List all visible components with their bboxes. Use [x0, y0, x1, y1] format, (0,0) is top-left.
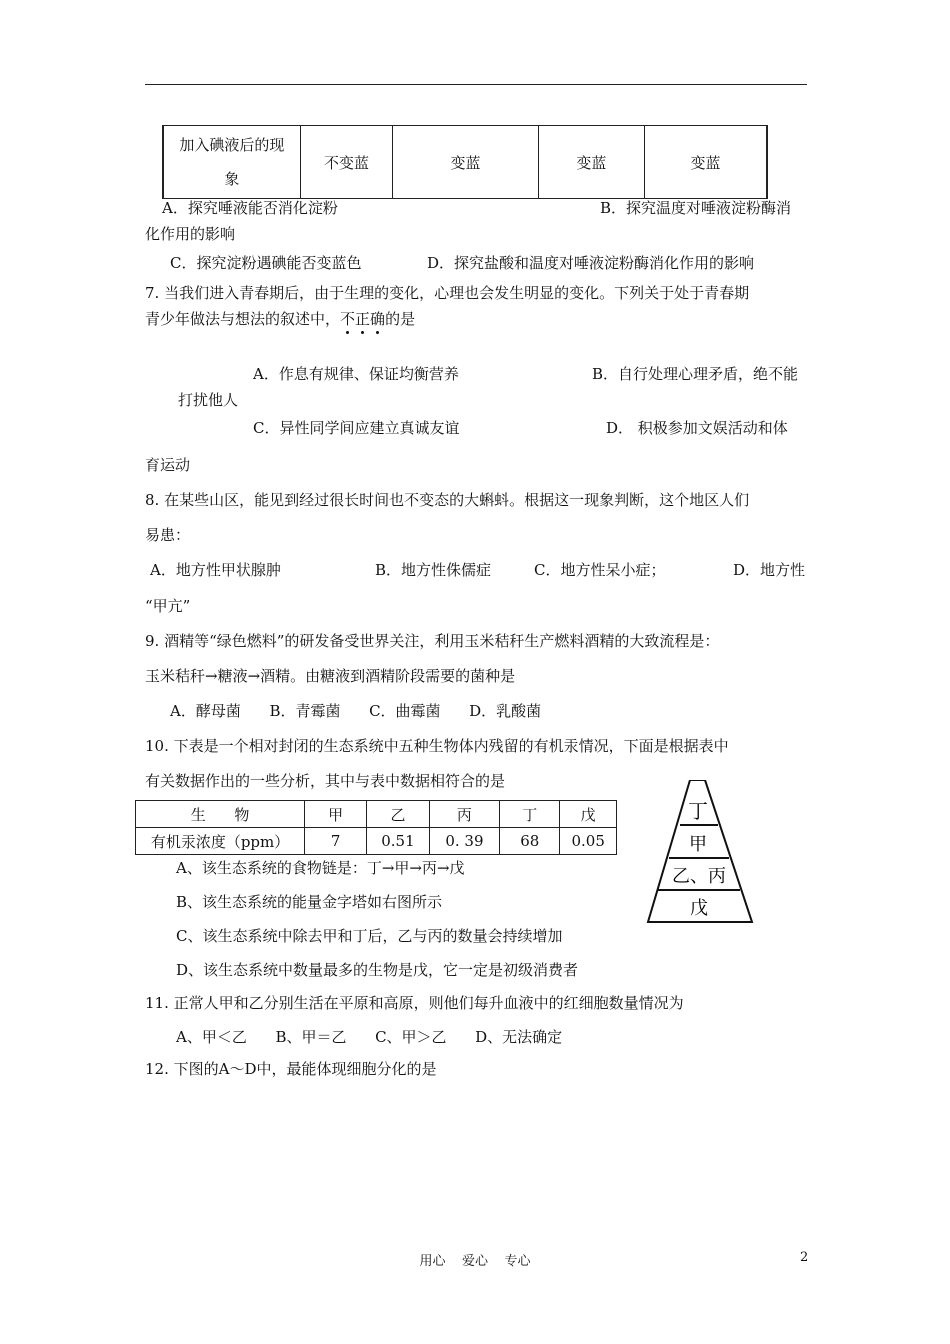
q7-stem-text: 的是	[385, 310, 416, 328]
emph-char: 确	[370, 310, 386, 328]
q8-option-b: B．地方性侏儒症	[375, 561, 492, 579]
q10-option-b: B、该生态系统的能量金字塔如右图所示	[176, 893, 443, 911]
table-header-cell: 丁	[500, 801, 560, 828]
q11-options: A、甲＜乙 B、甲＝乙 C、甲＞乙 D、无法确定	[176, 1028, 563, 1046]
table-cell: 7	[305, 828, 367, 855]
iodine-result-table	[162, 125, 768, 199]
emph-char: 正	[355, 310, 371, 328]
q6-option-b: B．探究温度对唾液淀粉酶消	[600, 199, 792, 217]
q8-option-c: C．地方性呆小症；	[534, 561, 666, 579]
q12-stem: 12. 下图的A～D中，最能体现细胞分化的是	[145, 1060, 437, 1078]
table-cell: 0.05	[560, 828, 617, 855]
q10-option-c: C、该生态系统中除去甲和丁后，乙与丙的数量会持续增加	[176, 927, 563, 945]
q9-stem-line1: 9. 酒精等“绿色燃料”的研发备受世界关注，利用玉米秸秆生产燃料酒精的大致流程是：	[145, 632, 720, 650]
header-rule	[145, 84, 807, 85]
q8-option-d-cont: “甲亢”	[145, 597, 191, 615]
q6-option-b-cont: 化作用的影响	[145, 225, 236, 243]
q7-stem-text: 青少年做法与想法的叙述中，	[145, 310, 341, 328]
table-header-cell: 甲	[305, 801, 367, 828]
pyramid-level-label: 戊	[690, 898, 708, 919]
q9-stem-line2: 玉米秸秆→糖液→酒精。由糖液到酒精阶段需要的菌种是	[145, 667, 516, 685]
table-header-cell: 丙	[429, 801, 499, 828]
q8-stem-line1: 8. 在某些山区，能见到经过很长时间也不变态的大蝌蚪。根据这一现象判断，这个地区人们	[145, 491, 750, 509]
q7-option-c: C．异性同学间应建立真诚友谊	[253, 419, 460, 437]
q8-stem-line2: 易患：	[145, 526, 191, 544]
table-cell: 变蓝	[393, 126, 539, 199]
mercury-concentration-table	[135, 800, 617, 855]
q7-option-b-cont: 打扰他人	[178, 391, 239, 409]
cell-text: 象	[224, 170, 240, 188]
q7-option-d-cont: 育运动	[145, 456, 191, 474]
q6-option-c: C．探究淀粉遇碘能否变蓝色	[170, 254, 362, 272]
table-cell	[163, 126, 300, 199]
table-cell: 不变蓝	[300, 126, 392, 199]
table-header-cell: 生 物	[136, 801, 305, 828]
table-top-mask	[162, 124, 768, 125]
table-cell: 68	[500, 828, 560, 855]
q10-stem-line1: 10. 下表是一个相对封闭的生态系统中五种生物体内残留的有机汞情况，下面是根据表中	[145, 737, 729, 755]
table-cell: 变蓝	[538, 126, 644, 199]
table-cell: 0. 39	[429, 828, 499, 855]
table-header-cell: 戊	[560, 801, 617, 828]
q7-emphasis	[340, 310, 385, 328]
q9-options: A．酵母菌 B．青霉菌 C．曲霉菌 D．乳酸菌	[170, 702, 542, 720]
table-header-cell: 乙	[367, 801, 429, 828]
page-footer: 用心 爱心 专心	[419, 1254, 531, 1269]
energy-pyramid-diagram	[645, 780, 757, 926]
q10-option-a: A、该生态系统的食物链是：丁→甲→丙→戊	[176, 859, 465, 877]
q8-option-a: A．地方性甲状腺肿	[150, 561, 281, 579]
q6-option-a: A．探究唾液能否消化淀粉	[162, 199, 338, 217]
q7-stem-line2	[145, 309, 415, 329]
q7-option-d: D． 积极参加文娱活动和体	[606, 419, 788, 437]
emph-char: 不	[340, 310, 356, 328]
q7-stem-line1: 7. 当我们进入青春期后，由于生理的变化，心理也会发生明显的变化。下列关于处于青春期	[145, 284, 750, 302]
table-cell: 有机汞浓度（ppm）	[136, 828, 305, 855]
table-row	[136, 828, 617, 855]
q10-option-d: D、该生态系统中数量最多的生物是戊，它一定是初级消费者	[176, 961, 579, 979]
q11-stem: 11. 正常人甲和乙分别生活在平原和高原，则他们每升血液中的红细胞数量情况为	[145, 994, 684, 1012]
pyramid-level-label: 乙、丙	[672, 866, 726, 887]
table-row	[136, 801, 617, 828]
table-cell: 0.51	[367, 828, 429, 855]
q7-option-b: B．自行处理心理矛盾，绝不能	[592, 365, 799, 383]
q8-option-d: D．地方性	[733, 561, 806, 579]
cell-text: 加入碘液后的现	[179, 136, 285, 154]
q6-option-d: D．探究盐酸和温度对唾液淀粉酶消化作用的影响	[427, 254, 755, 272]
pyramid-level-label: 丁	[688, 799, 708, 823]
pyramid-level-label: 甲	[689, 834, 707, 855]
page-number: 2	[800, 1250, 809, 1265]
q10-stem-line2: 有关数据作出的一些分析，其中与表中数据相符合的是	[145, 772, 506, 790]
q7-option-a: A．作息有规律、保证均衡营养	[253, 365, 459, 383]
table-cell: 变蓝	[644, 126, 767, 199]
